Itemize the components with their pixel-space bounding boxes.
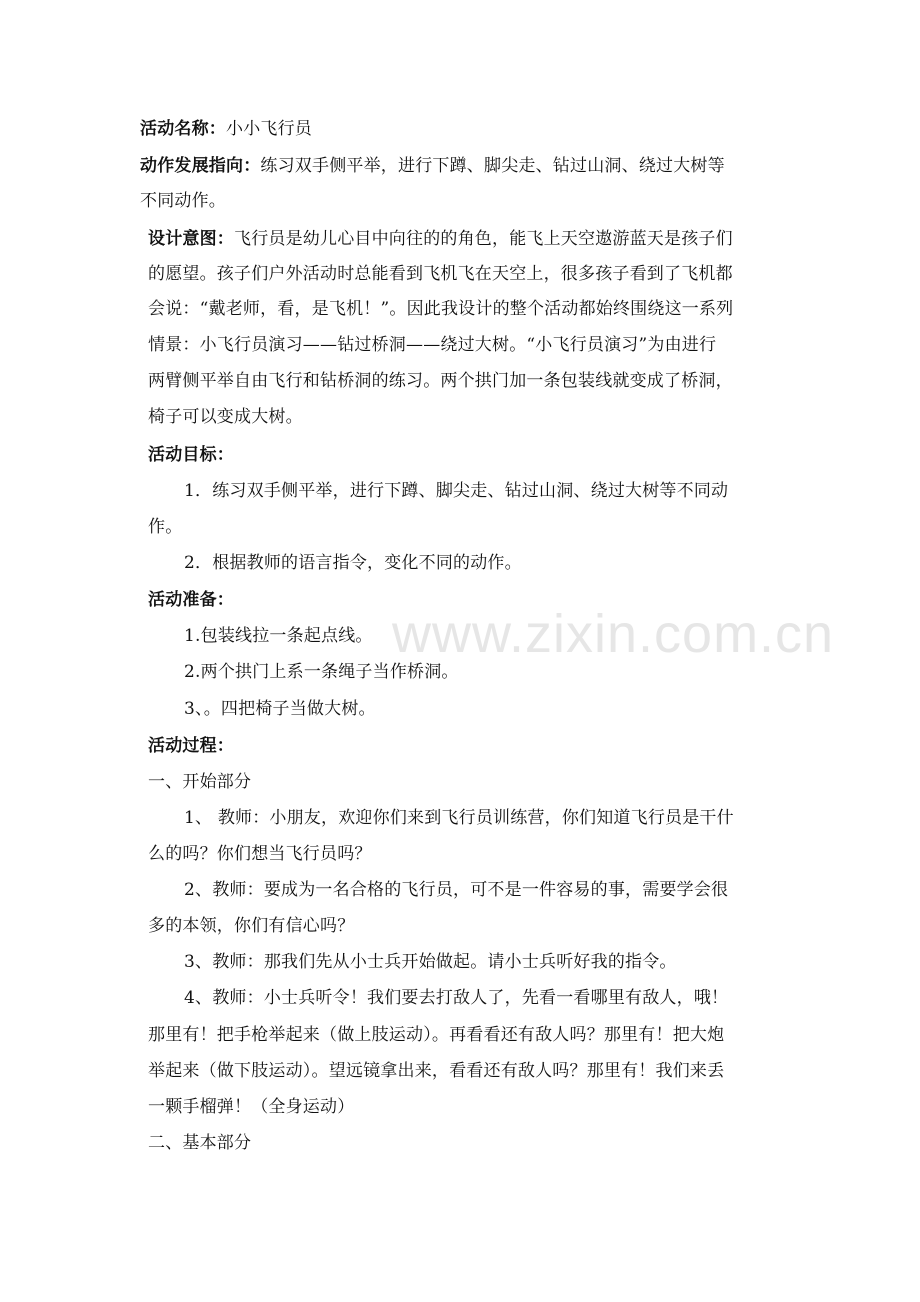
goals-heading: 活动目标：: [148, 445, 234, 465]
design-text-5: 两臂侧平举自由飞行和钻桥洞的练习。两个拱门加一条包装线就变成了桥洞，: [148, 371, 733, 391]
design-text-2: 的愿望。孩子们户外活动时总能看到飞机飞在天空上，很多孩子看到了飞机都: [148, 264, 733, 284]
goal-1: 1．练习双手侧平举，进行下蹲、脚尖走、钻过山洞、绕过大树等不同动: [184, 481, 729, 501]
direction-line: [140, 155, 725, 177]
process-step-4-cont-1: 那里有！把手枪举起来（做上肢运动）。再看看还有敌人吗？那里有！把大炮: [148, 1025, 725, 1045]
goal-1-cont: 作。: [148, 517, 183, 537]
prep-heading: 活动准备：: [148, 590, 234, 610]
watermark: www.zixin.com.cn: [392, 604, 835, 664]
design-text-6: 椅子可以变成大树。: [148, 407, 303, 427]
process-step-3: 3、教师：那我们先从小士兵开始做起。请小士兵听好我的指令。: [184, 952, 677, 972]
design-text-4: 情景：小飞行员演习——钻过桥洞——绕过大树。“小飞行员演习”为由进行: [148, 335, 717, 355]
design-text-3: 会说：“戴老师，看，是飞机！”。因此我设计的整个活动都始终围绕这一系列: [148, 299, 734, 319]
direction-text-cont: 不同动作。: [140, 191, 226, 211]
direction-label: 动作发展指向：: [140, 156, 261, 176]
process-step-4: 4、教师：小士兵听令！我们要去打敌人了，先看一看哪里有敌人，哦！: [184, 988, 729, 1008]
process-step-2-cont: 多的本领，你们有信心吗？: [148, 916, 355, 936]
prep-1: 1.包装线拉一条起点线。: [184, 626, 373, 646]
direction-text: 练习双手侧平举，进行下蹲、脚尖走、钻过山洞、绕过大树等: [260, 156, 725, 176]
process-step-1-cont: 么的吗？你们想当飞行员吗？: [148, 844, 372, 864]
process-step-4-cont-3: 一颗手榴弹！（全身运动）: [148, 1097, 355, 1117]
design-line: [148, 228, 733, 250]
part-1-heading: 一、开始部分: [148, 772, 252, 792]
part-2-heading: 二、基本部分: [148, 1133, 252, 1153]
design-label: 设计意图：: [148, 229, 234, 249]
process-step-4-cont-2: 举起来（做下肢运动）。望远镜拿出来，看看还有敌人吗？那里有！我们来丢: [148, 1061, 725, 1081]
process-heading: 活动过程：: [148, 736, 234, 756]
activity-name: 小小飞行员: [226, 119, 312, 139]
prep-2: 2.两个拱门上系一条绳子当作桥洞。: [184, 662, 459, 682]
activity-name-label: 活动名称：: [140, 119, 226, 139]
goal-2: 2．根据教师的语言指令，变化不同的动作。: [184, 553, 522, 573]
process-step-1: 1、 教师：小朋友，欢迎你们来到飞行员训练营，你们知道飞行员是干什: [184, 808, 734, 828]
prep-3: 3、。四把椅子当做大树。: [184, 699, 376, 719]
process-step-2: 2、教师：要成为一名合格的飞行员，可不是一件容易的事，需要学会很: [184, 880, 729, 900]
design-text: 飞行员是幼儿心目中向往的的角色，能飞上天空遨游蓝天是孩子们: [234, 229, 733, 249]
activity-name-line: [140, 118, 312, 140]
